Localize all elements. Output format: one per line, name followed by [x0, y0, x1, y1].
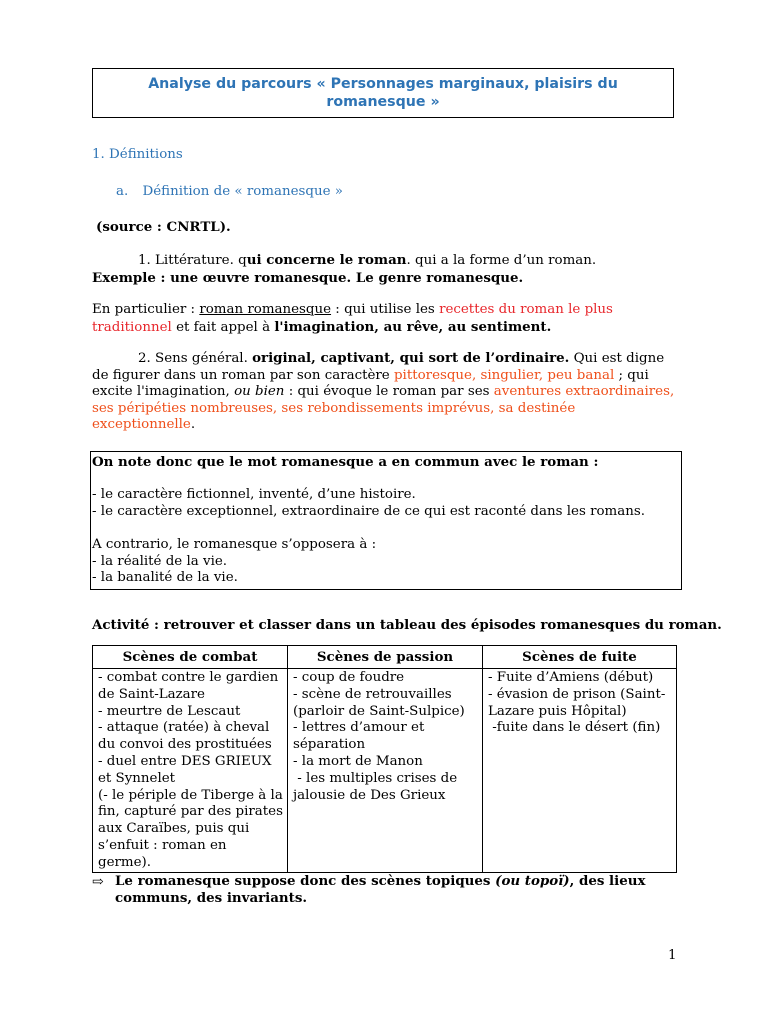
source-note: (source : CNRTL). [96, 219, 231, 235]
list-item: - coup de foudre [293, 670, 405, 685]
conclusion-part2: , des lieux communs, des invariants. [115, 873, 646, 906]
contrary-item: - la réalité de la vie. [92, 553, 228, 569]
definition-particulier [92, 302, 687, 336]
cell-combat [93, 669, 288, 873]
def2-end: . [190, 417, 196, 433]
particulier-red: recettes du roman le plus traditionnel [92, 302, 613, 335]
list-item: - évasion de prison (Saint-Lazare puis Hôpital) [488, 686, 666, 719]
list-item: - attaque (ratée) à cheval du convoi des prostituées [98, 720, 272, 753]
list-item: - meurtre de Lescaut [98, 703, 241, 719]
contrary-item: - la banalité de la vie. [92, 570, 238, 586]
conclusion-part1: Le romanesque suppose donc des scènes topiques [115, 873, 496, 889]
def2-italic: ou bien [234, 384, 285, 400]
note-item: - le caractère fictionnel, inventé, d’une histoire. [92, 487, 416, 503]
table-header-row [93, 646, 677, 669]
title-box [92, 68, 674, 118]
definition-2 [92, 350, 682, 434]
list-item: - combat contre le gardien de Saint-Lazare [98, 670, 279, 702]
activity-instruction: Activité : retrouver et classer dans un tableau des épisodes romanesques du roman. [92, 617, 722, 633]
def2-orange2: aventures extraordinaires, ses péripéties nombreuses, ses rebondissements imprévus, sa destinée exceptionnelle [92, 384, 675, 433]
scenes-table [92, 645, 677, 873]
def2-orange1: pittoresque, singulier, peu banal [393, 367, 615, 383]
cell-passion [288, 669, 483, 873]
particulier-prefix: En particulier : [92, 302, 200, 317]
list-item: -fuite dans le désert (fin) [488, 720, 661, 736]
subsection-heading-romanesque [116, 184, 343, 199]
particulier-mid: : qui utilise les [331, 302, 440, 317]
def1-example: Exemple : une œuvre romanesque. Le genre romanesque. [92, 269, 524, 286]
list-item: - la mort de Manon [293, 753, 423, 769]
section-heading-definitions: 1. Définitions [92, 147, 183, 162]
page-number: 1 [668, 948, 677, 963]
conclusion-text [115, 873, 675, 907]
def2-mid2: ; qui excite l'imagination, [92, 367, 649, 400]
particulier-bold: l'imagination, au rêve, au sentiment. [274, 318, 552, 335]
particulier-underlined: roman romanesque [199, 302, 332, 317]
list-item: (- le périple de Tiberge à la fin, capturé par des pirates aux Caraïbes, puis qui s’enfuit : roman en germe). [98, 787, 283, 870]
contrary-intro: A contrario, le romanesque s’opposera à : [92, 536, 377, 552]
cell-fuite [483, 669, 677, 873]
def1-bold: ui concerne le roman [246, 252, 407, 268]
definition-1 [92, 252, 662, 287]
list-item: - les multiples crises de jalousie de Des Grieux [293, 770, 462, 803]
particulier-mid2: et fait appel à [171, 319, 275, 335]
list-item: - lettres d’amour et séparation [293, 720, 425, 753]
subsection-marker: a. [116, 184, 129, 199]
arrow-icon: ⇨ [92, 874, 104, 890]
conclusion-italic: (ou topoï) [495, 873, 570, 889]
def2-prefix: 2. Sens général. [138, 351, 253, 366]
subsection-text: Définition de « romanesque » [142, 184, 343, 199]
header-combat: Scènes de combat [93, 646, 288, 669]
def2-bold: original, captivant, qui sort de l’ordinaire. [252, 350, 570, 366]
note-heading: On note donc que le mot romanesque a en commun avec le roman : [92, 454, 599, 470]
note-item: - le caractère exceptionnel, extraordinaire de ce qui est raconté dans les romans. [92, 503, 645, 519]
header-fuite: Scènes de fuite [483, 646, 677, 669]
list-item: - Fuite d’Amiens (début) [488, 670, 654, 685]
def2-mid3: : qui évoque le roman par ses [284, 384, 494, 400]
list-item: - duel entre DES GRIEUX et Synnelet [98, 753, 272, 786]
list-item: - scène de retrouvailles (parloir de Saint-Sulpice) [293, 686, 465, 719]
header-passion: Scènes de passion [288, 646, 483, 669]
note-box [90, 451, 682, 590]
def2-mid: Qui est digne de figurer dans un roman par son caractère [92, 351, 665, 383]
table-row [93, 669, 677, 873]
def1-mid: . qui a la forme d’un roman. [406, 253, 597, 268]
def1-number: 1. Littérature. q [138, 253, 247, 268]
document-title: Analyse du parcours « Personnages marginaux, plaisirs du romanesque » [148, 76, 618, 110]
